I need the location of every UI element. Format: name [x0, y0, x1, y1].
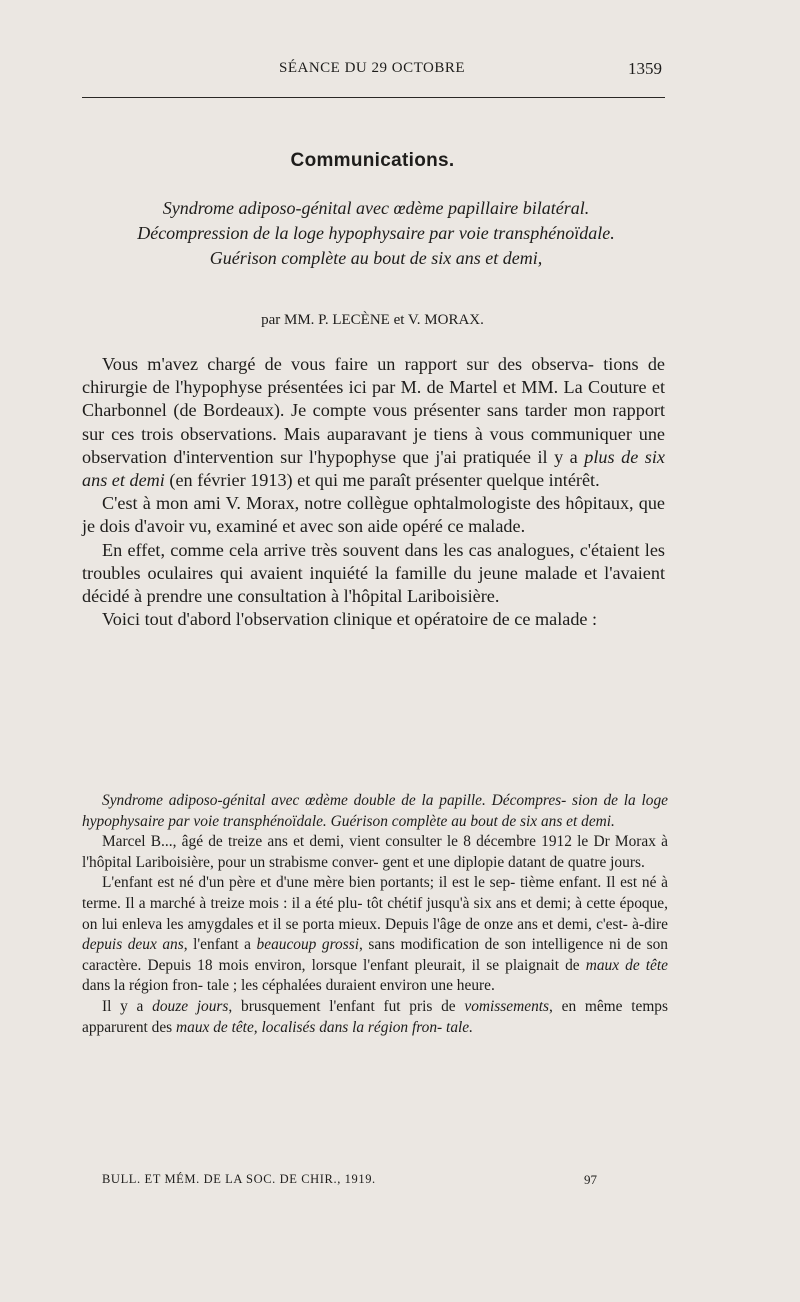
case-report: [82, 791, 668, 1038]
running-header: [82, 60, 662, 84]
emphasis: depuis deux ans: [82, 936, 184, 954]
paragraph-3: En effet, comme cela arrive très souvent dans les cas analogues, c'étaient les troubles oculaires qui avaient inquiété la famille du jeune malade et l'avaient décidé à prendre une consultation à l'hôpital Lariboisière.: [82, 539, 665, 607]
article-title-line: Guérison complète au bout de six ans et demi,: [209, 248, 543, 268]
article-title: [82, 196, 670, 271]
case-paragraph-2: L'enfant est né d'un père et d'une mère bien portants; il est le sep- tième enfant. Il est né à terme. Il a marché à treize mois : il a été plu- tôt chétif jusqu'à six ans et demi; à cette époque, on lui enleva les amygdales et il se porta mieux. Depuis l'âge de onze ans et demi, c'est- à-dire depuis deux ans, l'enfant a beaucoup grossi, sans modification de son intelligence ni de son caractère. Depuis 18 mois environ, lorsque l'enfant pleurait, il se plaignait de maux de tête dans la région fron- tale ; les céphalées duraient environ une heure.: [82, 874, 669, 995]
emphasis: plus de six: [584, 446, 665, 467]
article-title-line: Décompression de la loge hypophysaire par voie transphénoïdale.: [137, 223, 615, 243]
case-title: Syndrome adiposo-génital avec œdème double de la papille. Décompres- sion de la loge hypophysaire par voie transphénoïdale. Guérison complète au bout de six ans et demi.: [82, 792, 668, 830]
signature-mark: 97: [584, 1172, 597, 1187]
case-paragraph-3: Il y a douze jours, brusquement l'enfant fut pris de vomissements, en même temps apparurent des maux de tête, localisés dans la région fron- tale.: [82, 997, 668, 1036]
emphasis: tale.: [446, 1018, 473, 1036]
page-footer: [82, 1172, 665, 1192]
emphasis: douze jours: [152, 997, 229, 1015]
emphasis: maux de tête: [585, 956, 669, 974]
case-paragraph-1: Marcel B..., âgé de treize ans et demi, vient consulter le 8 décembre 1912 le Dr Morax à l'hôpital Lariboisière, pour un strabisme conver- gent et une diplopie datant de quatre jours.: [82, 833, 668, 871]
paragraph-2: C'est à mon ami V. Morax, notre collègue ophtalmologiste des hôpitaux, que je dois d'avoir vu, examiné et avec son aide opéré ce malade.: [82, 493, 666, 537]
paragraph-1: Vous m'avez chargé de vous faire un rapport sur des observa- tions de chirurgie de l'hypophyse présentées ici par M. de Martel et MM. La Couture et Charbonnel (de Bordeaux). Je compte vous présenter sans tarder mon rapport sur ces trois observations. Mais auparavant je tiens à vous communiquer une observation d'intervention sur l'hypophyse que j'ai pratiquée il y a plus de six ans et demi (en février 1913) et qui me paraît présenter quelque intérêt.: [82, 354, 666, 491]
emphasis: ans et demi: [82, 470, 165, 491]
emphasis: vomissements: [464, 997, 550, 1015]
running-title: SÉANCE DU 29 OCTOBRE: [279, 60, 465, 76]
page-number: 1359: [628, 59, 662, 78]
article-title-line: Syndrome adiposo-génital avec œdème papillaire bilatéral.: [162, 198, 590, 218]
section-title: Communications.: [290, 150, 455, 171]
emphasis: maux de tête, localisés dans la région fron-: [176, 1018, 443, 1036]
header-rule: [82, 97, 665, 98]
journal-citation: BULL. ET MÉM. DE LA SOC. DE CHIR., 1919.: [102, 1172, 376, 1186]
paragraph-4: Voici tout d'abord l'observation clinique et opératoire de ce malade :: [102, 609, 598, 630]
emphasis: beaucoup grossi: [256, 936, 359, 954]
article-authors: par MM. P. LECÈNE et V. MORAX.: [261, 312, 484, 328]
article-body: [82, 353, 665, 631]
